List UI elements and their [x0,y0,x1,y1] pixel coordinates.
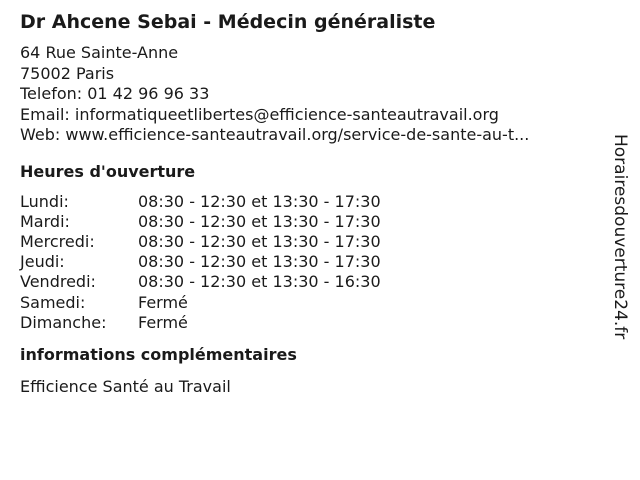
hours-row-tuesday [20,212,600,232]
info-heading: informations complémentaires [20,344,297,364]
address-city: 75002 Paris [20,63,115,83]
business-card [20,10,600,397]
day-label: Lundi: [20,191,69,211]
hours-row-wednesday [20,232,600,252]
day-label: Dimanche: [20,312,107,332]
contact-block [20,43,600,146]
web-line[interactable]: Web: www.efficience-santeautravail.org/service-de-sante-au-t... [20,125,530,144]
hours-heading: Heures d'ouverture [20,161,196,181]
time-value: 08:30 - 12:30 et 13:30 - 17:30 [138,211,381,231]
hours-row-saturday [20,293,600,313]
hours-row-friday [20,272,600,292]
site-watermark: Horairesdouverture24.fr [610,134,630,340]
day-label: Mercredi: [20,231,95,251]
email-line[interactable]: Email: informatiqueetlibertes@efficience-santeautravail.org [20,104,499,124]
day-label: Jeudi: [20,252,65,272]
phone-line[interactable]: Telefon: 01 42 96 96 33 [20,84,210,103]
time-value: Fermé [138,292,188,312]
day-label: Vendredi: [20,272,96,292]
time-value: 08:30 - 12:30 et 13:30 - 17:30 [138,191,381,211]
time-value: 08:30 - 12:30 et 13:30 - 17:30 [138,231,381,251]
hours-row-thursday [20,252,600,272]
time-value: 08:30 - 12:30 et 13:30 - 17:30 [138,252,381,272]
page-title: Dr Ahcene Sebai - Médecin généraliste [20,11,436,33]
day-label: Mardi: [20,211,70,231]
hours-row-sunday [20,313,600,333]
hours-row-monday [20,192,600,212]
time-value: 08:30 - 12:30 et 13:30 - 16:30 [138,272,381,292]
time-value: Fermé [138,312,188,332]
day-label: Samedi: [20,292,86,312]
address-street: 64 Rue Sainte-Anne [20,43,179,62]
info-text: Efficience Santé au Travail [20,376,231,396]
opening-hours-list [20,192,600,333]
